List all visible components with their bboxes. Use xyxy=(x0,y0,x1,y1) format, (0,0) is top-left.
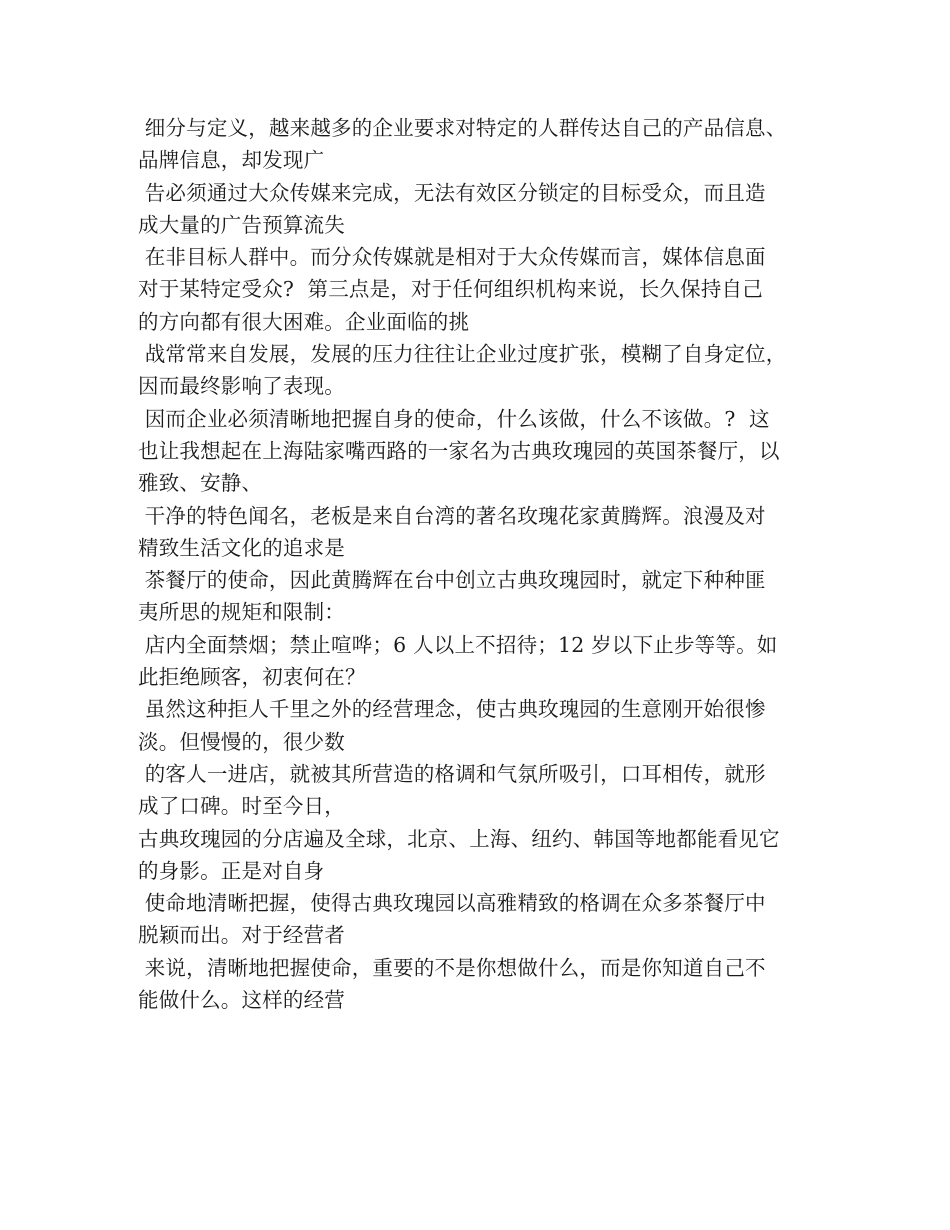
text-line: 品牌信息，却发现广 xyxy=(138,148,325,173)
text-line: 脱颖而出。对于经营者 xyxy=(138,923,345,948)
text-line: 虽然这种拒人千里之外的经营理念，使古典玫瑰园的生意刚开始很惨 xyxy=(138,697,766,722)
text-line: 战常常来自发展，发展的压力往往让企业过度扩张，模糊了自身定位， xyxy=(138,342,787,367)
text-line: 的客人一进店，就被其所营造的格调和气氛所吸引，口耳相传，就形 xyxy=(138,761,766,786)
text-line: 干净的特色闻名，老板是来自台湾的著名玫瑰花家黄腾辉。浪漫及对 xyxy=(138,503,766,528)
text-line: 告必须通过大众传媒来完成，无法有效区分锁定的目标受众，而且造 xyxy=(138,180,766,205)
text-line: 古典玫瑰园的分店遍及全球，北京、上海、纽约、韩国等地都能看见它 xyxy=(138,826,780,851)
text-line: 雅致、安静、 xyxy=(138,471,263,496)
text-line: 来说，清晰地把握使命，重要的不是你想做什么，而是你知道自己不 xyxy=(138,955,766,980)
text-line: 因而企业必须清晰地把握自身的使命，什么该做，什么不该做。? 这 xyxy=(138,406,770,431)
text-line: 淡。但慢慢的，很少数 xyxy=(138,729,345,754)
text-line: 在非目标人群中。而分众传媒就是相对于大众传媒而言，媒体信息面 xyxy=(138,245,766,270)
text-line: 也让我想起在上海陆家嘴西路的一家名为古典玫瑰园的英国茶餐厅，以 xyxy=(138,438,780,463)
text-line: 使命地清晰把握，使得古典玫瑰园以高雅精致的格调在众多茶餐厅中 xyxy=(138,891,766,916)
body-text xyxy=(138,112,838,1016)
text-line: 细分与定义，越来越多的企业要求对特定的人群传达自己的产品信息、 xyxy=(138,116,787,140)
text-line: 茶餐厅的使命，因此黄腾辉在台中创立古典玫瑰园时，就定下种种匪 xyxy=(138,568,766,593)
text-line: 对于某特定受众? 第三点是，对于任何组织机构来说，长久保持自己 xyxy=(138,277,763,302)
text-line: 因而最终影响了表现。 xyxy=(138,374,345,399)
text-line: 精致生活文化的追求是 xyxy=(138,535,345,560)
text-line: 此拒绝顾客，初衷何在？ xyxy=(138,665,366,690)
text-line: 店内全面禁烟；禁止喧哗；6 人以上不招待；12 岁以下止步等等。如 xyxy=(138,632,778,657)
text-line: 成大量的广告预算流失 xyxy=(138,212,345,237)
text-line: 的身影。正是对自身 xyxy=(138,858,325,883)
text-line: 的方向都有很大困难。企业面临的挑 xyxy=(138,309,470,334)
text-line: 成了口碑。时至今日， xyxy=(138,794,345,819)
text-line: 能做什么。这样的经营 xyxy=(138,988,345,1013)
text-line: 夷所思的规矩和限制： xyxy=(138,600,345,625)
